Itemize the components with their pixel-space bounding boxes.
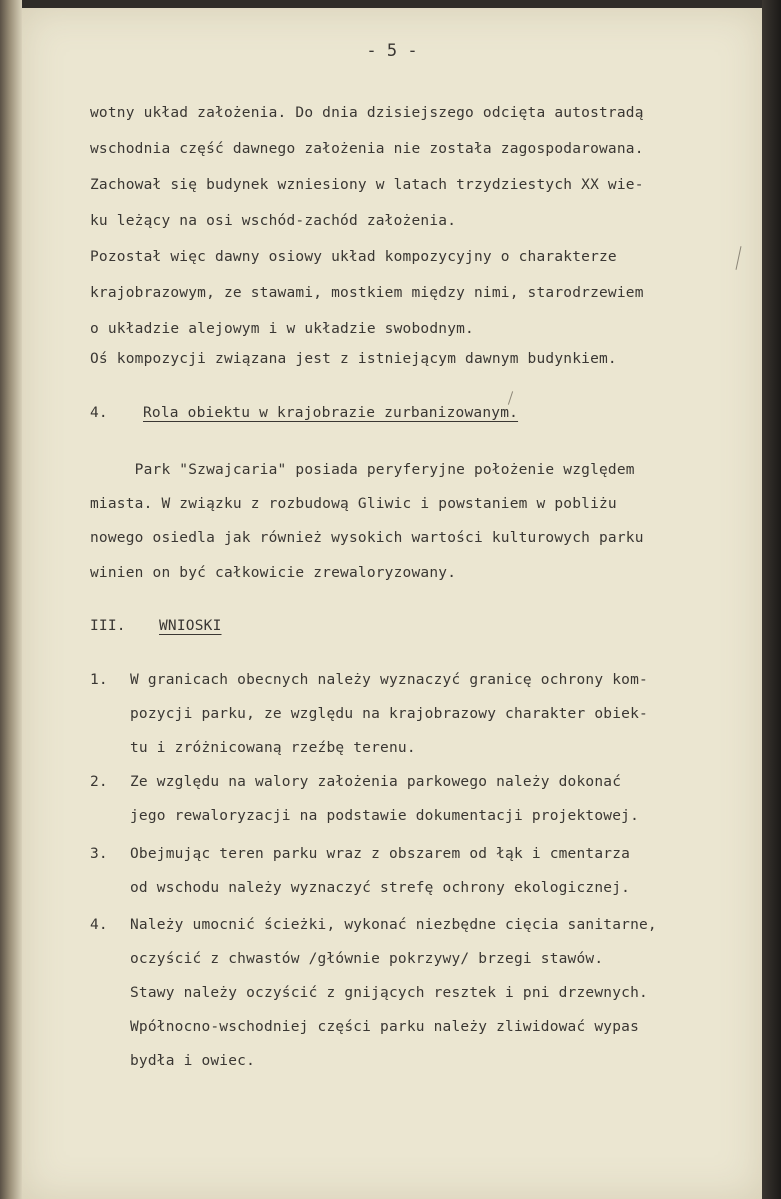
page-edge-top [22,0,762,8]
text-line: Zachował się budynek wzniesiony w latach trzydziestych XX wie- [90,177,644,193]
pencil-mark [736,246,742,270]
text-line: Stawy należy oczyścić z gnijących resztek i pni drzewnych. [130,985,648,1001]
text-line: ku leżący na osi wschód-zachód założenia. [90,213,457,229]
page-number: - 5 - [366,41,418,61]
text-line: jego rewaloryzacji na podstawie dokumentacji projektowej. [130,808,639,824]
pencil-mark [508,391,513,405]
page-edge-left [0,0,22,1199]
text-line: wschodnia część dawnego założenia nie została zagospodarowana. [90,141,644,157]
list-item-number: 2. [90,774,108,790]
list-item-number: 3. [90,846,108,862]
page-edge-right [762,0,781,1199]
section-title: Rola obiektu w krajobrazie zurbanizowanym. [143,405,519,421]
section-number: III. [90,618,126,634]
text-line: Obejmując teren parku wraz z obszarem od łąk i cmentarza [130,846,631,862]
text-line: tu i zróżnicowaną rzeźbę terenu. [130,740,416,756]
text-line: oczyścić z chwastów /głównie pokrzywy/ brzegi stawów. [130,951,604,967]
text-line: miasta. W związku z rozbudową Gliwic i powstaniem w pobliżu [90,496,617,512]
section-title: WNIOSKI [159,618,222,634]
list-item-number: 4. [90,917,108,933]
text-line: bydła i owiec. [130,1053,256,1069]
list-item-number: 1. [90,672,108,688]
text-line: winien on być całkowicie zrewaloryzowany. [90,565,457,581]
section-number: 4. [90,405,108,421]
text-line: nowego osiedla jak również wysokich wartości kulturowych parku [90,530,644,546]
text-line: Pozostał więc dawny osiowy układ kompozycyjny o charakterze [90,249,617,265]
text-line: pozycji parku, ze względu na krajobrazowy charakter obiek- [130,706,648,722]
text-line: Należy umocnić ścieżki, wykonać niezbędne cięcia sanitarne, [130,917,657,933]
text-line: krajobrazowym, ze stawami, mostkiem między nimi, starodrzewiem [90,285,644,301]
text-line: Park "Szwajcaria" posiada peryferyjne położenie względem [90,462,635,478]
text-line: W granicach obecnych należy wyznaczyć granicę ochrony kom- [130,672,648,688]
text-line: Ze względu na walory założenia parkowego należy dokonać [130,774,622,790]
text-line: wotny układ założenia. Do dnia dzisiejszego odcięta autostradą [90,105,644,121]
text-line: Oś kompozycji związana jest z istniejącym dawnym budynkiem. [90,351,617,367]
text-line: Wpółnocno-wschodniej części parku należy zliwidować wypas [130,1019,639,1035]
text-line: o układzie alejowym i w układzie swobodnym. [90,321,474,337]
document-page [22,8,762,1199]
text-line: od wschodu należy wyznaczyć strefę ochrony ekologicznej. [130,880,631,896]
